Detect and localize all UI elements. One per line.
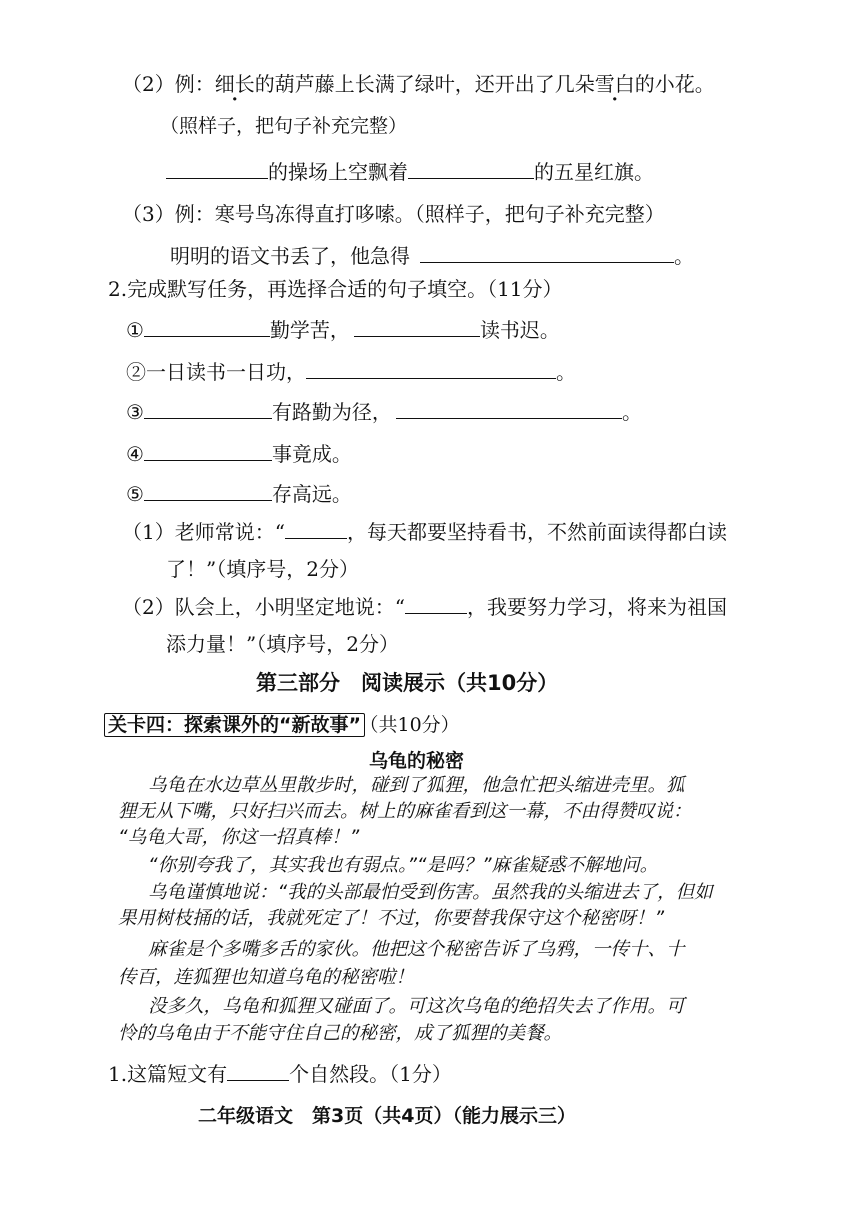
- item-text: 读书迟。: [479, 318, 560, 342]
- item-number: ③: [126, 400, 144, 424]
- item-number: ①: [126, 318, 144, 342]
- part-3-title: 第三部分 阅读展示（共10分）: [256, 671, 559, 695]
- item-text: 勤学苦，: [269, 318, 350, 342]
- story-line: 狸无从下嘴，只好扫兴而去。树上的麻雀看到这一幕，不由得赞叹说：: [118, 801, 692, 822]
- sentence-mid: 的操场上空飘着: [268, 160, 408, 184]
- sub-question-2: [122, 593, 727, 621]
- answer-blank[interactable]: [306, 358, 556, 379]
- answer-blank[interactable]: [354, 316, 480, 337]
- checkpoint-score: （共10分）: [368, 714, 460, 736]
- story-line: 果用树枝捅的话，我就死定了！不过，你要替我保守这个秘密呀！”: [118, 908, 665, 929]
- story-line: 乌龟在水边草丛里散步时，碰到了狐狸，他急忙把头缩进壳里。狐: [148, 775, 685, 796]
- story-line: 乌龟谨慎地说：“我的头部最怕受到伤害。虽然我的头缩进去了，但如: [148, 882, 713, 903]
- example-sentence-3: （3）例：寒号鸟冻得直打哆嗦。（照样子，把句子补充完整）: [122, 202, 665, 226]
- item-text: 存高远。: [271, 482, 352, 506]
- story-line: 麻雀是个多嘴多舌的家伙。他把这个秘密告诉了乌鸦，一传十、十: [148, 939, 685, 960]
- page-footer: 二年级语文 第3页（共4页）（能力展示三）: [198, 1105, 576, 1127]
- recite-item-4: [126, 440, 352, 468]
- sub-text: （2）队会上，小明坚定地说：“: [122, 595, 405, 619]
- example-sentence-2: [122, 70, 715, 98]
- story-line: “乌龟大哥，你这一招真棒！”: [118, 827, 360, 848]
- instruction-2: （照样子，把句子补充完整）: [160, 115, 408, 137]
- sentence-end: 。: [674, 244, 694, 268]
- checkpoint-box: 关卡四：探索课外的“新故事”: [104, 713, 365, 737]
- answer-blank[interactable]: [166, 158, 268, 179]
- answer-blank[interactable]: [227, 1060, 289, 1081]
- checkpoint-header: [104, 711, 460, 739]
- question-text: 个自然段。（1分）: [289, 1062, 452, 1086]
- recite-item-5: [126, 480, 352, 508]
- sub-text: （1）老师常说：“: [122, 520, 285, 544]
- story-line: 传百，连狐狸也知道乌龟的秘密啦！: [118, 967, 415, 988]
- item-text: 。: [621, 400, 642, 424]
- example-middle: 的葫芦藤上长满了绿叶，还开出了几朵: [254, 72, 595, 96]
- item-number: ⑤: [126, 482, 144, 506]
- item-text: ②一日读书一日功，: [126, 360, 306, 384]
- sentence-start: 明明的语文书丢了，他急得: [170, 244, 410, 268]
- answer-blank[interactable]: [144, 398, 272, 419]
- recite-item-3: [126, 398, 642, 426]
- answer-blank[interactable]: [144, 440, 272, 461]
- story-line: “你别夸我了，其实我也有弱点。”“是吗？”麻雀疑惑不解地问。: [148, 855, 659, 876]
- item-number: ④: [126, 442, 144, 466]
- dotted-word-2: 雪白: [594, 72, 635, 96]
- story-title: 乌龟的秘密: [369, 750, 465, 772]
- question-text: 1.这篇短文有: [108, 1062, 228, 1086]
- story-line: 怜的乌龟由于不能守住自己的秘密，成了狐狸的美餐。: [118, 1023, 563, 1044]
- answer-blank[interactable]: [144, 480, 272, 501]
- sub-question-1-cont: 了！”（填序号，2分）: [166, 557, 359, 581]
- item-text: 有路勤为径，: [271, 400, 392, 424]
- question-2-title: 2.完成默写任务，再选择合适的句子填空。（11分）: [108, 277, 563, 301]
- answer-blank[interactable]: [144, 316, 270, 337]
- item-text: 。: [556, 360, 576, 384]
- sentence-end: 的五星红旗。: [534, 160, 654, 184]
- recite-item-2: [126, 358, 576, 386]
- recite-item-1: [126, 316, 560, 344]
- sub-question-1: [122, 518, 727, 546]
- reading-question-1: [108, 1060, 452, 1088]
- answer-blank[interactable]: [420, 242, 674, 263]
- answer-blank[interactable]: [285, 518, 347, 539]
- story-line: 没多久，乌龟和狐狸又碰面了。可这次乌龟的绝招失去了作用。可: [148, 996, 685, 1017]
- fill-sentence-2: [166, 158, 654, 186]
- fill-sentence-3: [170, 242, 694, 270]
- sub-text: ，我要努力学习，将来为祖国: [466, 595, 727, 619]
- sub-question-2-cont: 添力量！”（填序号，2分）: [166, 632, 399, 656]
- answer-blank[interactable]: [408, 158, 534, 179]
- answer-blank[interactable]: [405, 593, 467, 614]
- answer-blank[interactable]: [396, 398, 622, 419]
- sub-text: ，每天都要坚持看书，不然前面读得都白读: [346, 520, 727, 544]
- item-text: 事竟成。: [271, 442, 352, 466]
- example-prefix: （2）例：: [122, 72, 215, 96]
- example-end: 的小花。: [634, 72, 715, 96]
- dotted-word-1: 细长: [214, 72, 255, 96]
